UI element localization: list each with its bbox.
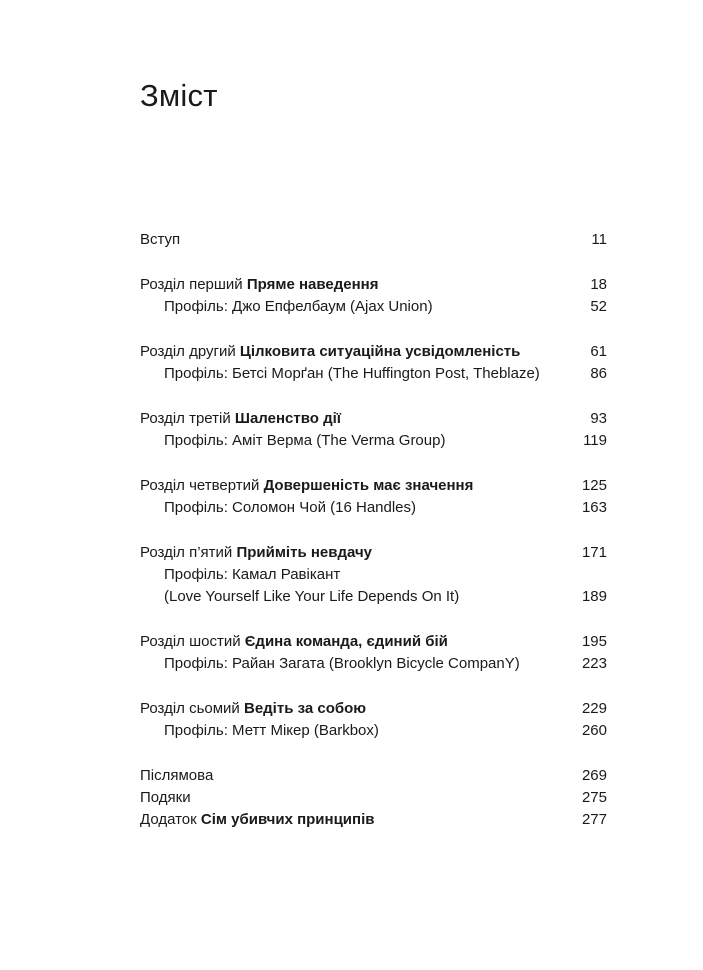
toc-entry-profile-5-line-1: [140, 564, 607, 586]
chapter-title: Довершеність має значення: [263, 477, 474, 494]
toc-entry-appendix: [140, 809, 607, 831]
profile-label: (Love Yourself Like Your Life Depends On It): [164, 588, 460, 605]
toc-entry-label: Вступ: [140, 231, 181, 248]
toc-entry-profile-6: [140, 653, 607, 675]
chapter-prefix: Розділ перший: [140, 276, 243, 293]
toc-entry-profile-3: [140, 430, 607, 452]
toc-entry-thanks: [140, 787, 607, 809]
toc-entry-chapter-5: [140, 542, 607, 564]
appendix-prefix: Додаток: [140, 811, 197, 828]
chapter-prefix: Розділ четвертий: [140, 477, 260, 494]
toc-entry-label: Післямова: [140, 767, 214, 784]
profile-label: Профіль: Аміт Верма (The Verma Group): [164, 432, 446, 449]
toc-page-number: 86: [590, 365, 607, 382]
toc-page-number: 269: [581, 767, 607, 784]
toc-page-number: 195: [581, 633, 607, 650]
toc-page-number: 171: [581, 544, 607, 561]
toc-page-number: 93: [590, 410, 607, 427]
toc-entry-intro: [140, 229, 607, 251]
toc-entry-profile-7: [140, 720, 607, 742]
appendix-title: Сім убивчих принципів: [200, 811, 375, 828]
toc-page-number: 18: [590, 276, 607, 293]
profile-label: Профіль: Бетсі Морґан (The Huffington Post, Theblaze): [164, 365, 540, 382]
toc-page-number: 229: [581, 700, 607, 717]
chapter-prefix: Розділ шостий: [140, 633, 241, 650]
page-title: Зміст: [140, 78, 218, 113]
chapter-title: Ведіть за собою: [243, 700, 367, 717]
profile-label: Профіль: Джо Епфелбаум (Ajax Union): [164, 298, 433, 315]
toc-page-number: 223: [581, 655, 607, 672]
table-of-contents: [140, 229, 607, 831]
chapter-title: Цілковита ситуаційна усвідомленість: [239, 343, 521, 360]
toc-entry-profile-1: [140, 296, 607, 318]
toc-page-number: 275: [581, 789, 607, 806]
toc-entry-profile-4: [140, 497, 607, 519]
chapter-prefix: Розділ другий: [140, 343, 236, 360]
toc-entry-profile-5-line-2: [140, 586, 607, 608]
toc-entry-chapter-2: [140, 341, 607, 363]
chapter-title: Пряме наведення: [246, 276, 379, 293]
toc-entry-profile-2: [140, 363, 607, 385]
toc-entry-chapter-4: [140, 475, 607, 497]
toc-entry-chapter-6: [140, 631, 607, 653]
toc-page-number: 277: [581, 811, 607, 828]
profile-label: Профіль: Метт Мікер (Barkbox): [164, 722, 379, 739]
profile-label: Профіль: Камал Равікант: [164, 566, 341, 583]
chapter-title: Єдина команда, єдиний бій: [244, 633, 448, 650]
toc-entry-chapter-1: [140, 274, 607, 296]
toc-entry-label: Подяки: [140, 789, 191, 806]
profile-label: Профіль: Соломон Чой (16 Handles): [164, 499, 417, 516]
toc-entry-afterword: [140, 765, 607, 787]
chapter-prefix: Розділ сьомий: [140, 700, 240, 717]
toc-page-number: 260: [581, 722, 607, 739]
toc-page-number: 163: [581, 499, 607, 516]
chapter-title: Прийміть невдачу: [236, 544, 373, 561]
toc-page-number: 125: [581, 477, 607, 494]
chapter-title: Шаленство дії: [234, 410, 341, 427]
toc-entry-chapter-3: [140, 408, 607, 430]
toc-page-number: 189: [581, 588, 607, 605]
toc-page-number: 52: [590, 298, 607, 315]
chapter-prefix: Розділ п’ятий: [140, 544, 233, 561]
toc-entry-chapter-7: [140, 698, 607, 720]
toc-page-number: 61: [590, 343, 607, 360]
profile-label: Профіль: Райан Загата (Brooklyn Bicycle CompanY): [164, 655, 520, 672]
toc-page-number: 11: [591, 231, 607, 248]
toc-page-number: 119: [583, 432, 607, 449]
chapter-prefix: Розділ третій: [140, 410, 231, 427]
